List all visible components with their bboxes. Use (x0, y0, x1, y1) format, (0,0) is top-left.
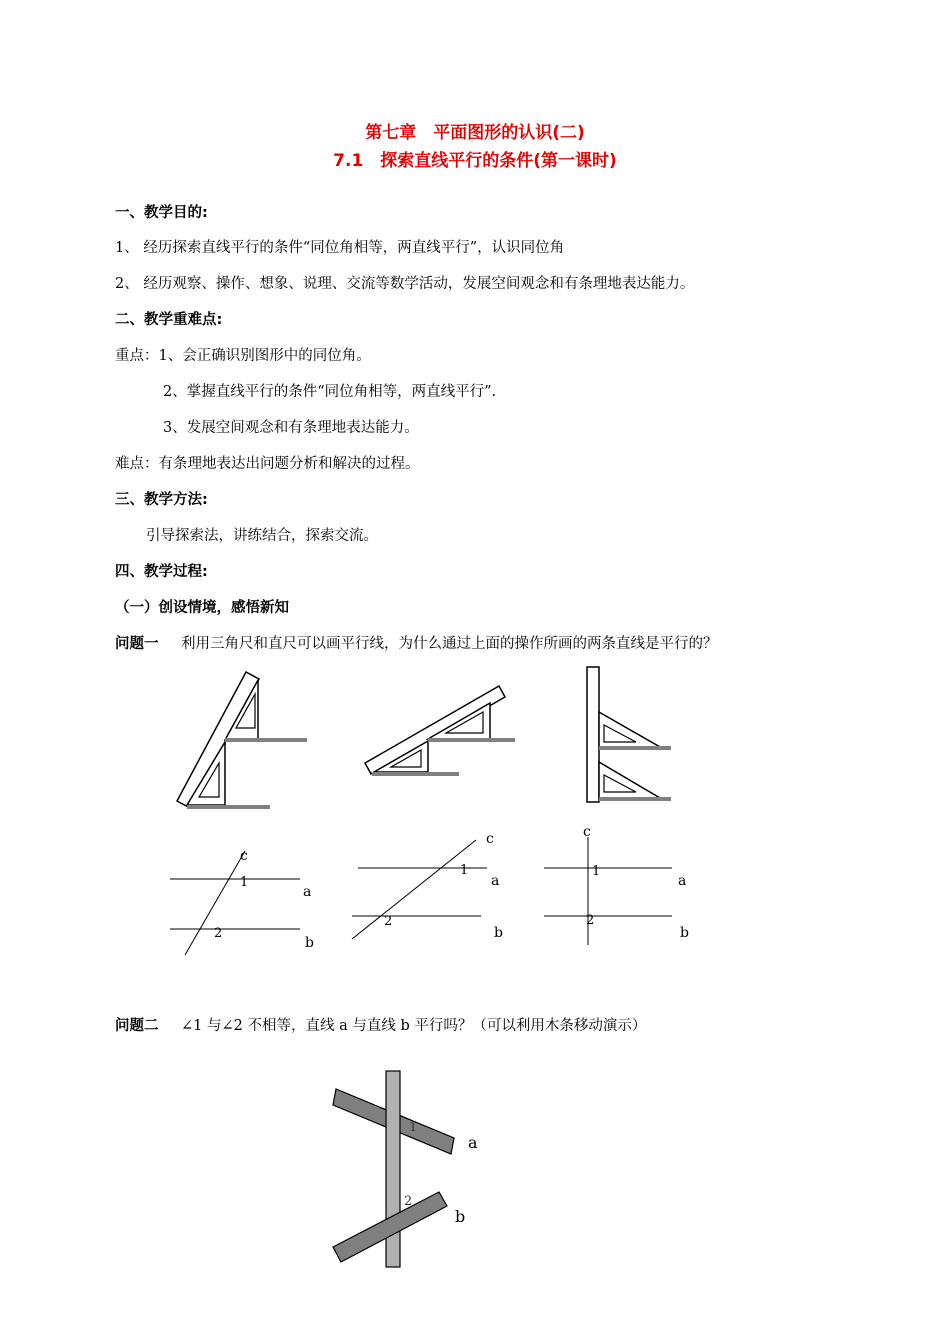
parallel-lines-diagram-3 (544, 824, 689, 945)
parallel-lines-diagram-1 (170, 848, 314, 955)
label-c: c (486, 831, 494, 847)
section-3-heading: 三、教学方法: (115, 492, 208, 508)
label-b: b (455, 1207, 466, 1226)
label-1: 1 (460, 863, 469, 878)
subsection-1-heading: （一）创设情境，感悟新知 (115, 600, 289, 616)
label-a: a (678, 873, 687, 889)
label-a: a (491, 873, 500, 889)
label-1: 1 (409, 1120, 418, 1135)
ruler-triangle-figure-2 (365, 686, 515, 774)
section-2-heading: 二、教学重难点: (115, 312, 223, 328)
label-b: b (305, 935, 314, 951)
label-2: 2 (586, 913, 595, 928)
label-c: c (240, 848, 248, 864)
key-point-2: 2、掌握直线平行的条件“同位角相等，两直线平行”. (163, 384, 497, 400)
label-c: c (583, 824, 591, 840)
difficulty-point: 难点：有条理地表达出问题分析和解决的过程。 (115, 456, 420, 472)
method-text: 引导探索法，讲练结合，探索交流。 (146, 528, 378, 544)
question-2-text: ∠1 与∠2 不相等，直线 a 与直线 b 平行吗？（可以利用木条移动演示） (181, 1018, 647, 1034)
label-1: 1 (240, 875, 249, 890)
wooden-sticks-figure (333, 1071, 478, 1267)
label-b: b (680, 925, 689, 941)
label-1: 1 (592, 864, 601, 879)
lesson-title: 7.1 探索直线平行的条件(第一课时) (333, 151, 617, 171)
label-2: 2 (384, 914, 393, 929)
section-1-heading: 一、教学目的: (115, 205, 208, 221)
section-4-heading: 四、教学过程: (115, 564, 208, 580)
question-1-text: 利用三角尺和直尺可以画平行线，为什么通过上面的操作所画的两条直线是平行的？ (181, 636, 718, 652)
label-b: b (494, 925, 503, 941)
ruler-triangle-figure-3 (587, 667, 671, 802)
label-a: a (303, 884, 312, 900)
question-2-label: 问题二 (115, 1018, 159, 1034)
question-1-label: 问题一 (115, 636, 159, 652)
label-a: a (468, 1133, 478, 1152)
parallel-lines-diagram-2 (352, 831, 503, 941)
key-point-1: 重点：1、会正确识别图形中的同位角。 (115, 348, 371, 364)
label-2: 2 (404, 1194, 413, 1209)
ruler-triangle-figure-1 (177, 672, 307, 808)
label-2: 2 (214, 926, 223, 941)
objective-1: 1、 经历探索直线平行的条件“同位角相等，两直线平行”，认识同位角 (115, 240, 565, 256)
key-point-3: 3、发展空间观念和有条理地表达能力。 (163, 420, 419, 436)
chapter-title: 第七章 平面图形的认识(二) (365, 123, 585, 143)
objective-2: 2、 经历观察、操作、想象、说理、交流等数学活动，发展空间观念和有条理地表达能力。 (115, 276, 695, 292)
